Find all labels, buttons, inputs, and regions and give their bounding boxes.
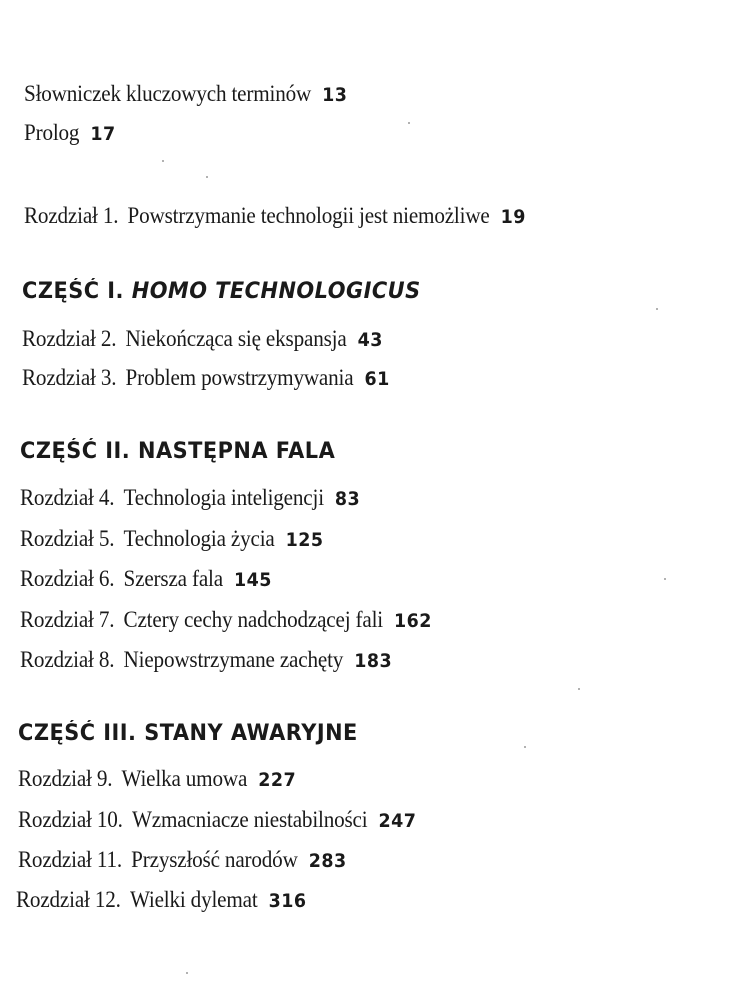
chapter-title: Szersza fala (123, 566, 223, 591)
part-title: STANY AWARYJNE (144, 721, 358, 746)
scan-speck (408, 122, 410, 124)
chapter-label: Rozdział 6. (20, 566, 115, 591)
chapter-label: Rozdział 5. (20, 526, 115, 551)
entry-page-number: 145 (234, 569, 272, 591)
toc-entry-chapter-5[interactable] (20, 525, 324, 554)
entry-page-number: 247 (378, 810, 417, 832)
entry-page-number: 162 (394, 610, 432, 632)
toc-entry-prolog[interactable] (24, 119, 116, 148)
toc-entry-chapter-10[interactable] (18, 806, 416, 835)
chapter-label: Rozdział 8. (20, 647, 115, 672)
entry-page-number: 183 (354, 650, 393, 672)
toc-entry-chapter-3[interactable] (22, 364, 390, 393)
entry-page-number: 13 (322, 84, 348, 106)
part-title: HOMO TECHNOLOGICUS (131, 279, 421, 304)
scan-speck (186, 972, 188, 974)
chapter-title: Technologia życia (123, 526, 275, 551)
entry-page-number: 61 (364, 368, 390, 390)
entry-page-number: 19 (500, 206, 526, 228)
toc-entry-chapter-12[interactable] (16, 886, 306, 915)
entry-page-number: 125 (285, 529, 324, 551)
chapter-label: Rozdział 12. (16, 887, 121, 912)
entry-page-number: 316 (268, 890, 307, 912)
chapter-label: Rozdział 3. (22, 365, 117, 390)
chapter-title: Wzmacniacze niestabilności (131, 807, 368, 832)
entry-page-number: 17 (90, 123, 116, 145)
entry-title: Prolog (24, 120, 80, 145)
chapter-title: Problem powstrzymywania (125, 365, 354, 390)
entry-page-number: 43 (357, 329, 383, 351)
part-heading-2 (20, 438, 335, 466)
chapter-title: Niepowstrzymane zachęty (123, 647, 344, 672)
chapter-title: Powstrzymanie technologii jest niemożliwe (127, 203, 490, 228)
chapter-label: Rozdział 7. (20, 607, 115, 632)
chapter-label: Rozdział 4. (20, 485, 115, 510)
entry-page-number: 227 (258, 769, 297, 791)
entry-title: Słowniczek kluczowych terminów (24, 81, 312, 106)
scan-speck (162, 160, 164, 162)
chapter-title: Technologia inteligencji (123, 485, 324, 510)
toc-entry-chapter-7[interactable] (20, 606, 432, 635)
part-prefix: CZĘŚĆ II. (20, 439, 131, 464)
scan-speck (524, 746, 526, 748)
entry-page-number: 283 (308, 850, 347, 872)
toc-entry-chapter-8[interactable] (20, 646, 392, 675)
part-prefix: CZĘŚĆ I. (22, 279, 124, 304)
chapter-label: Rozdział 9. (18, 766, 113, 791)
toc-entry-chapter-2[interactable] (22, 325, 383, 354)
toc-entry-chapter-9[interactable] (18, 765, 296, 794)
chapter-title: Wielki dylemat (129, 887, 258, 912)
part-title: NASTĘPNA FALA (137, 439, 336, 464)
chapter-label: Rozdział 1. (24, 203, 119, 228)
toc-entry-chapter-1[interactable] (24, 202, 526, 231)
chapter-title: Cztery cechy nadchodzącej fali (123, 607, 383, 632)
part-heading-1 (22, 278, 421, 306)
part-heading-3 (18, 720, 358, 748)
scan-speck (206, 176, 208, 178)
chapter-label: Rozdział 2. (22, 326, 117, 351)
scan-speck (578, 688, 580, 690)
chapter-label: Rozdział 10. (18, 807, 123, 832)
chapter-label: Rozdział 11. (18, 847, 122, 872)
chapter-title: Niekończąca się ekspansja (125, 326, 347, 351)
chapter-title: Przyszłość narodów (131, 847, 298, 872)
scan-speck (656, 308, 658, 310)
toc-entry-chapter-6[interactable] (20, 565, 272, 594)
chapter-title: Wielka umowa (121, 766, 248, 791)
toc-entry-glossary[interactable] (24, 80, 347, 109)
toc-entry-chapter-11[interactable] (18, 846, 347, 875)
scan-speck (664, 578, 666, 580)
part-prefix: CZĘŚĆ III. (18, 721, 137, 746)
toc-entry-chapter-4[interactable] (20, 484, 360, 513)
entry-page-number: 83 (334, 488, 361, 510)
